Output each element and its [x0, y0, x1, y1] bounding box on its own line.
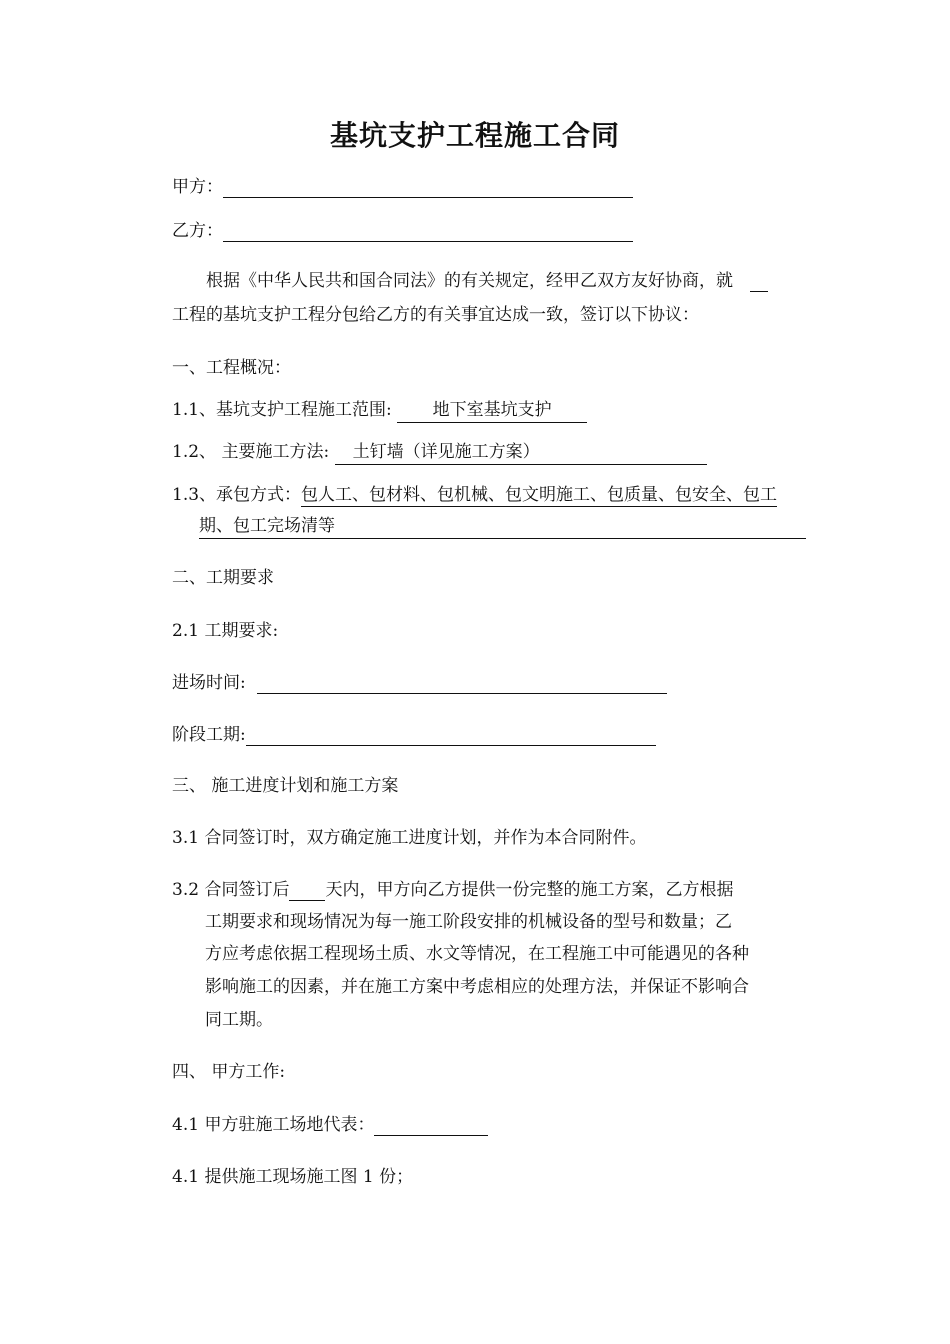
- item-1-1-value: 地下室基坑支护: [397, 399, 587, 423]
- project-name-blank[interactable]: [750, 271, 768, 292]
- preamble-line-1: [206, 270, 768, 292]
- page-title: 基坑支护工程施工合同: [329, 119, 620, 152]
- item-1-1-label: 1.1、基坑支护工程施工范围:: [172, 400, 392, 420]
- party-a-label: 甲方：: [172, 177, 223, 197]
- item-3-2-line-4: 影响施工的因素，并在施工方案中考虑相应的处理方法，并保证不影响合: [205, 977, 749, 997]
- item-1-3-value-1: 包人工、包材料、包机械、包文明施工、包质量、包安全、包工: [301, 485, 778, 505]
- entry-time-label: 进场时间:: [172, 673, 246, 693]
- party-b-label: 乙方：: [172, 221, 223, 241]
- item-4-1b: 4.1 提供施工现场施工图 1 份；: [172, 1167, 414, 1187]
- item-3-2-line-1: [172, 879, 733, 901]
- item-2-1: 2.1 工期要求:: [172, 621, 279, 641]
- preamble-text-1: 根据《中华人民共和国合同法》的有关规定，经甲乙双方友好协商，就: [206, 271, 733, 291]
- item-3-2-pre: 3.2 合同签订后: [172, 880, 290, 900]
- item-1-1: [172, 399, 587, 423]
- item-3-1: 3.1 合同签订时，双方确定施工进度计划，并作为本合同附件。: [172, 828, 647, 848]
- party-b-blank[interactable]: [223, 221, 633, 242]
- section-3-heading: 三、 施工进度计划和施工方案: [172, 776, 399, 796]
- item-1-2: [172, 441, 707, 465]
- stage-period-blank[interactable]: [246, 725, 656, 746]
- section-4-heading: 四、 甲方工作:: [172, 1062, 286, 1082]
- item-1-3-value-2: 期、包工完场清等: [199, 515, 806, 539]
- item-4-1a: [172, 1114, 488, 1136]
- days-blank[interactable]: [289, 880, 325, 901]
- stage-period-label: 阶段工期:: [172, 725, 246, 745]
- party-a-blank[interactable]: [223, 177, 633, 198]
- entry-time-row: [172, 672, 667, 694]
- item-3-2-line-3: 方应考虑依据工程现场土质、水文等情况，在工程施工中可能遇见的各种: [205, 944, 749, 964]
- stage-period-row: [172, 724, 656, 746]
- item-1-3-cont: [199, 515, 806, 539]
- item-3-2-line-5: 同工期。: [205, 1010, 273, 1030]
- section-2-heading: 二、工期要求: [172, 568, 274, 588]
- representative-label: 4.1 甲方驻施工场地代表：: [172, 1115, 375, 1135]
- representative-blank[interactable]: [374, 1115, 488, 1136]
- entry-time-blank[interactable]: [257, 673, 667, 694]
- party-b-row: [172, 220, 633, 242]
- item-1-2-value: 土钉墙（详见施工方案）: [335, 441, 707, 465]
- item-1-3-label: 1.3、承包方式：: [172, 485, 302, 505]
- preamble-line-2: 工程的基坑支护工程分包给乙方的有关事宜达成一致，签订以下协议：: [172, 305, 699, 325]
- item-1-3: [172, 484, 777, 506]
- party-a-row: [172, 176, 633, 198]
- section-1-heading: 一、工程概况：: [172, 358, 291, 378]
- item-1-2-label: 1.2、 主要施工方法:: [172, 442, 330, 462]
- item-3-2-line-2: 工期要求和现场情况为每一施工阶段安排的机械设备的型号和数量；乙: [205, 912, 732, 932]
- item-3-2-post: 天内，甲方向乙方提供一份完整的施工方案，乙方根据: [325, 880, 734, 900]
